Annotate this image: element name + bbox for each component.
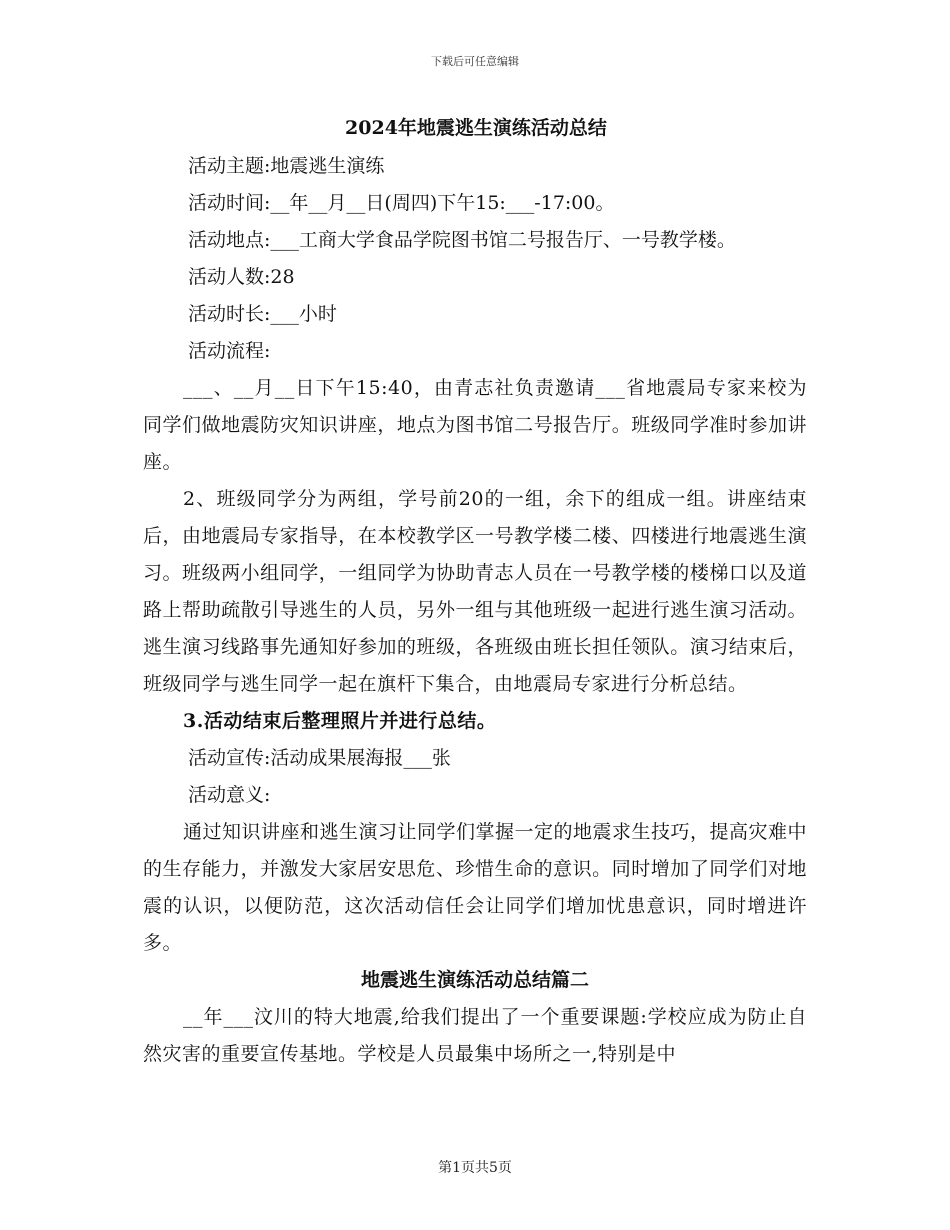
document-title: 2024年地震逃生演练活动总结 <box>345 117 607 139</box>
activity-process-label: 活动流程: <box>188 340 271 362</box>
section-two-paragraph: __年___汶川的特大地震,给我们提出了一个重要课题:学校应成为防止自然灾害的重要宣传基地。学校是人员最集中场所之一,特别是中 <box>143 1006 807 1065</box>
document-body <box>143 112 807 1073</box>
activity-publicity: 活动宣传:活动成果展海报___张 <box>188 747 451 769</box>
activity-meaning-text: 通过知识讲座和逃生演习让同学们掌握一定的地震求生技巧，提高灾难中的生存能力，并激发大家居安思危、珍惜生命的意识。同时增加了同学们对地震的认识，以便防范，这次活动信任会让同学们增加忧患意识，同时增进许多。 <box>143 821 808 954</box>
header-note: 下载后可任意编辑 <box>431 55 519 68</box>
activity-duration: 活动时长:___小时 <box>188 303 337 325</box>
activity-time: 活动时间:__年__月__日(周四)下午15:___-17:00。 <box>188 192 615 214</box>
process-step-1: ___、__月__日下午15:40，由青志社负责邀请___省地震局专家来校为同学们做地震防灾知识讲座，地点为图书馆二号报告厅。班级同学准时参加讲座。 <box>143 377 807 473</box>
activity-count: 活动人数:28 <box>188 266 295 288</box>
activity-meaning-label: 活动意义: <box>188 784 271 806</box>
activity-place: 活动地点:___工商大学食品学院图书馆二号报告厅、一号教学楼。 <box>188 229 736 251</box>
activity-theme: 活动主题:地震逃生演练 <box>188 155 385 177</box>
section-two-title: 地震逃生演练活动总结篇二 <box>360 969 589 991</box>
page-number: 第1页共5页 <box>438 1160 512 1176</box>
process-step-2: 2、班级同学分为两组，学号前20的一组，余下的组成一组。讲座结束后，由地震局专家指导，在本校教学区一号教学楼二楼、四楼进行地震逃生演习。班级两小组同学，一组同学为协助青志人员在一号教学楼的楼梯口以及道路上帮助疏散引导逃生的人员，另外一组与其他班级一起进行逃生演习活动。逃生演习线路事先通知好参加的班级，各班级由班长担任领队。演习结束后，班级同学与逃生同学一起在旗杆下集合，由地震局专家进行分析总结。 <box>143 488 807 695</box>
process-step-3: 3.活动结束后整理照片并进行总结。 <box>183 710 497 732</box>
